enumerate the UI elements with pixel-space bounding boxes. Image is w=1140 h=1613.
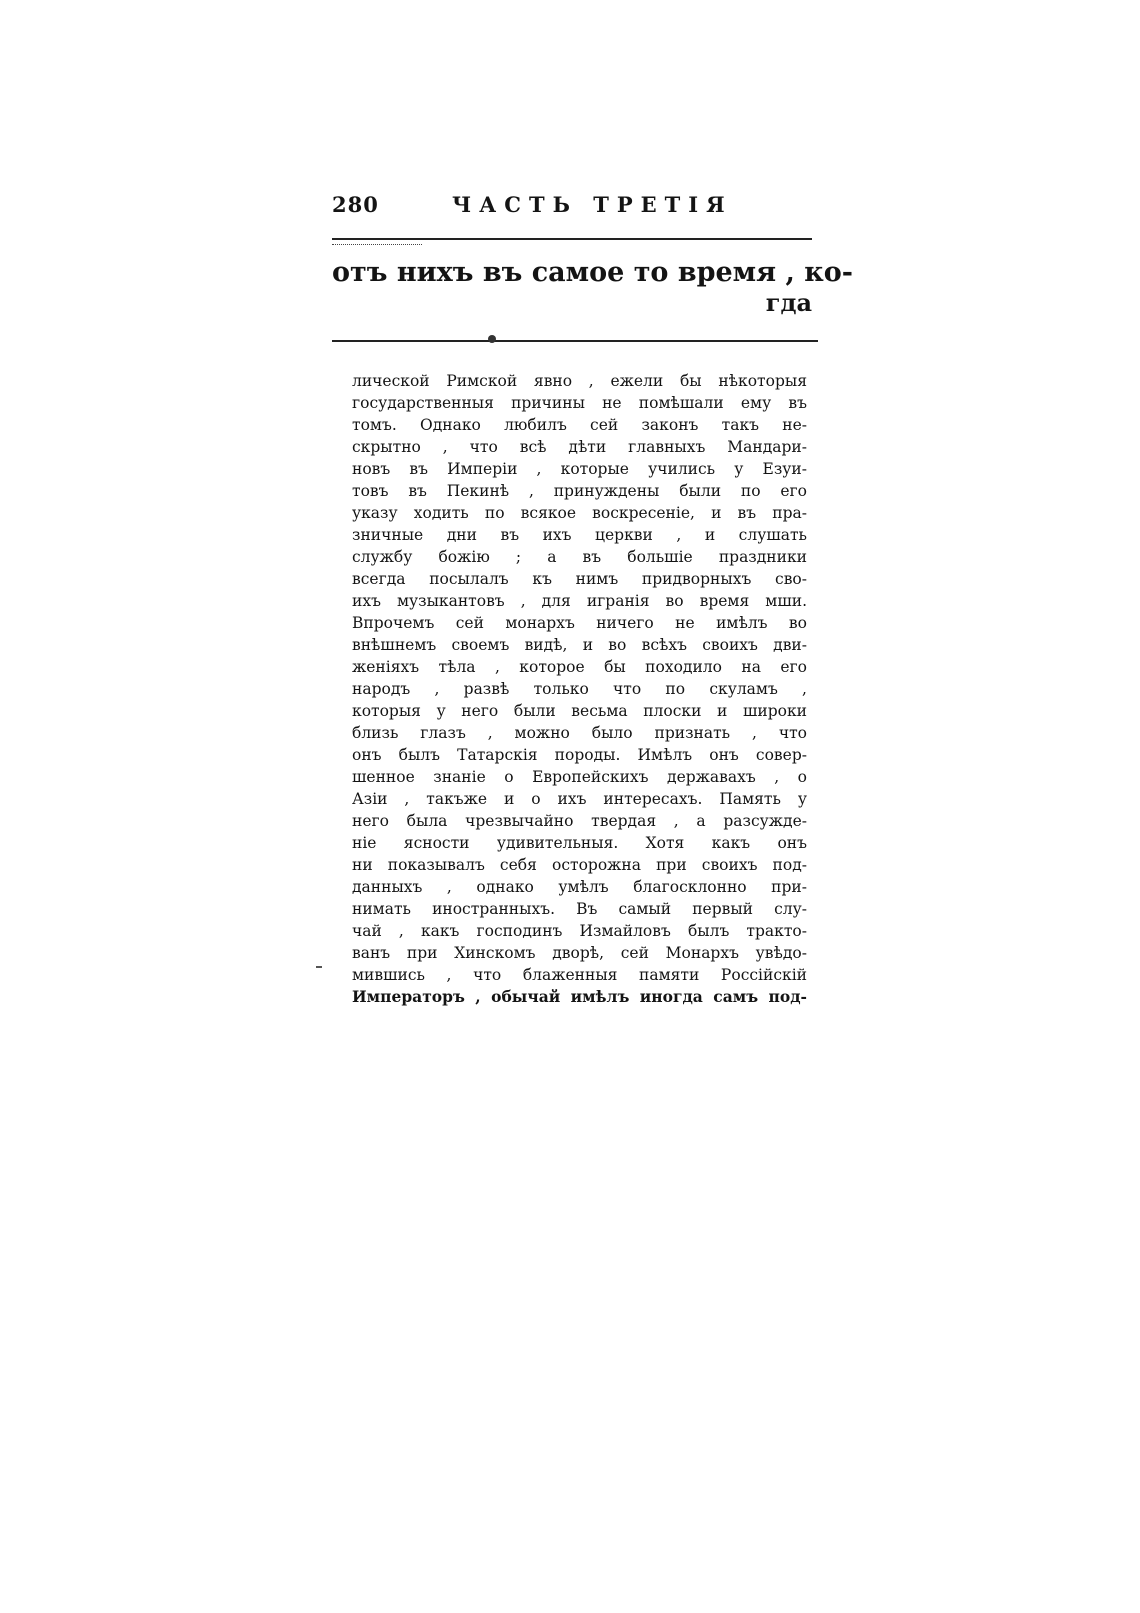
margin-mark	[316, 966, 322, 968]
text-line: томъ. Однако любилъ сей законъ такъ не-	[352, 416, 807, 434]
page-number: 280	[332, 192, 379, 217]
text-line: государственныя причины не помѣшали ему въ	[352, 394, 807, 412]
text-line: ніе ясности удивительныя. Хотя какъ онъ	[352, 834, 807, 852]
header-rule-dots	[332, 244, 422, 245]
text-line: Впрочемъ сей монархъ ничего не имѣлъ во	[352, 614, 807, 632]
text-line: чай , какъ господинъ Измайловъ былъ тракто-	[352, 922, 807, 940]
text-line: народъ , развѣ только что по скуламъ ,	[352, 680, 807, 698]
text-line: новъ въ Имперіи , которые учились у Езуи-	[352, 460, 807, 478]
text-line: близь глазъ , можно было признать , что	[352, 724, 807, 742]
text-line: ванъ при Хинскомъ дворѣ, сей Монархъ увѣдо-	[352, 944, 807, 962]
text-line: скрытно , что всѣ дѣти главныхъ Мандари-	[352, 438, 807, 456]
body-text	[352, 370, 807, 1008]
text-line: шенное знаніе о Европейскихъ державахъ , о	[352, 768, 807, 786]
header-rule	[332, 238, 812, 240]
rule-ornament	[488, 335, 496, 343]
text-line: лической Римской явно , ежели бы нѣкоторыя	[352, 372, 807, 390]
text-line: всегда посылалъ къ нимъ придворныхъ сво-	[352, 570, 807, 588]
overlaid-text-strip	[332, 256, 853, 317]
running-head: ЧАСТЬ ТРЕТІЯ	[452, 192, 733, 217]
overlaid-line-2: гда	[765, 288, 812, 317]
text-line: Императоръ , обычай имѣлъ иногда самъ под-	[352, 987, 807, 1006]
text-line: нимать иностранныхъ. Въ самый первый слу-	[352, 900, 807, 918]
text-line: ихъ музыкантовъ , для игранія во время мши.	[352, 592, 807, 610]
text-line: мившись , что блаженныя памяти Россійскій	[352, 966, 807, 984]
overlaid-line-1: отъ нихъ въ самое то время , ко-	[332, 257, 853, 288]
text-line: Азіи , такъже и о ихъ интересахъ. Память у	[352, 790, 807, 808]
text-line: указу ходить по всякое воскресеніе, и въ пра-	[352, 504, 807, 522]
text-line: службу божію ; а въ большіе праздники	[352, 548, 807, 566]
text-line: которыя у него были весьма плоски и широки	[352, 702, 807, 720]
text-line: товъ въ Пекинѣ , принуждены были по его	[352, 482, 807, 500]
text-line: данныхъ , однако умѣлъ благосклонно при-	[352, 878, 807, 896]
page-header	[332, 192, 812, 222]
text-line: зничные дни въ ихъ церкви , и слушать	[352, 526, 807, 544]
text-line: внѣшнемъ своемъ видѣ, и во всѣхъ своихъ дви-	[352, 636, 807, 654]
text-line: онъ былъ Татарскія породы. Имѣлъ онъ совер-	[352, 746, 807, 764]
text-line: женіяхъ тѣла , которое бы походило на его	[352, 658, 807, 676]
strip-bottom-rule	[332, 340, 818, 342]
text-line: ни показывалъ себя осторожна при своихъ под-	[352, 856, 807, 874]
text-line: него была чрезвычайно твердая , а разсужде-	[352, 812, 807, 830]
